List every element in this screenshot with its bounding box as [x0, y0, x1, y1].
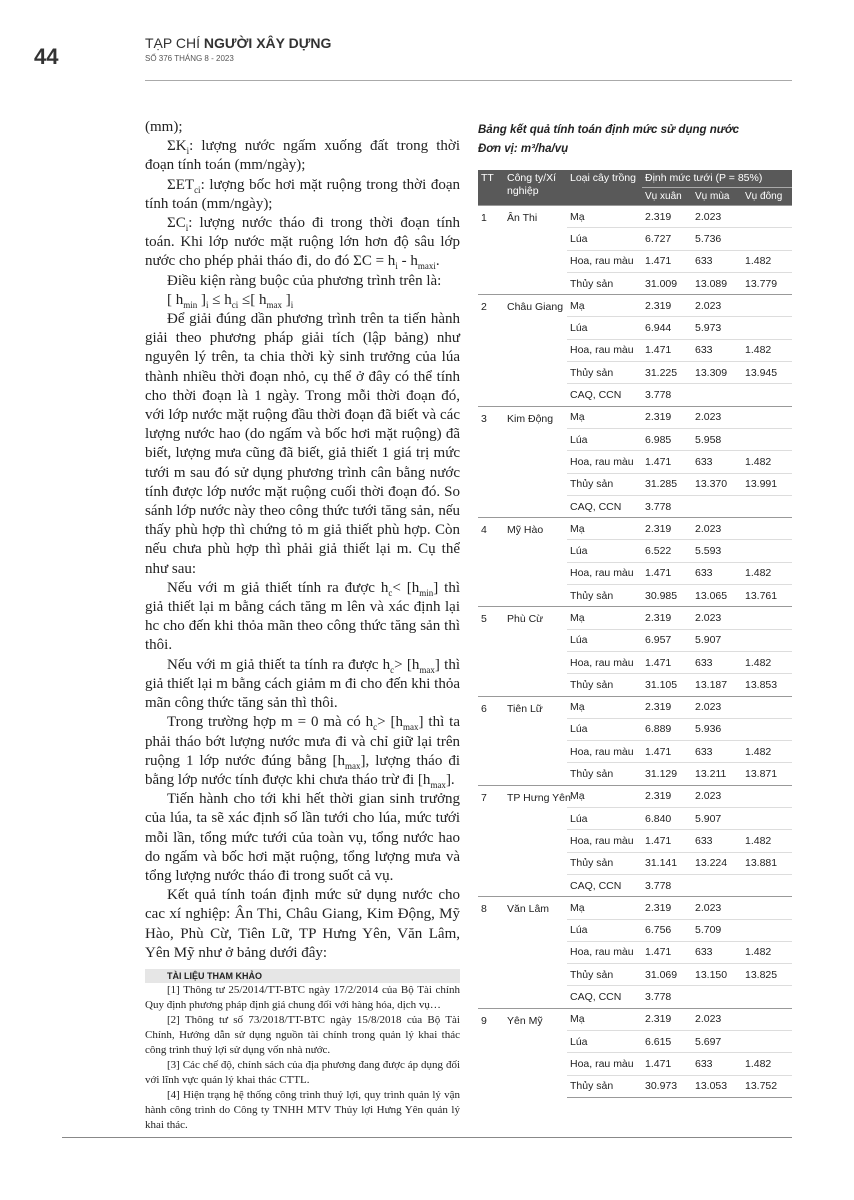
spring-value: 6.957 — [642, 629, 692, 651]
winter-value — [742, 540, 792, 562]
winter-value — [742, 919, 792, 941]
crop-type: Lúa — [567, 540, 642, 562]
paragraph: $\Sigma C_i$: lượng nước tháo đi trong thời đoạn tính toán. Khi lớp nước mặt ruộng lớn hơn độ sâu lớp nước cho phép phải tháo đi, do đó $\Sigma C = h_i - h_{maxi}$. — [145, 215, 460, 272]
table-row — [478, 295, 792, 317]
spring-value: 3.778 — [642, 384, 692, 406]
spring-value: 2.319 — [642, 295, 692, 317]
summer-value: 13.370 — [692, 473, 742, 495]
crop-type: Hoa, rau màu — [567, 451, 642, 473]
spring-value: 31.009 — [642, 272, 692, 294]
crop-type: Hoa, rau màu — [567, 250, 642, 272]
summer-value: 13.053 — [692, 1075, 742, 1097]
summer-value: 13.089 — [692, 272, 742, 294]
paragraph: Nếu với m giả thiết ta tính ra được $h_c> [h_{max}]$ thì giả thiết lại m bằng cách giảm m đi cho đến khi thỏa mãn công thức tăng sản thì thôi. — [145, 656, 460, 712]
company-name: Yên Mỹ — [504, 1008, 567, 1097]
summer-value: 5.709 — [692, 919, 742, 941]
summer-value: 13.187 — [692, 674, 742, 696]
spring-value: 6.840 — [642, 808, 692, 830]
summer-value: 633 — [692, 451, 742, 473]
summer-value: 13.309 — [692, 362, 742, 384]
summer-value: 2.023 — [692, 696, 742, 718]
winter-value — [742, 785, 792, 807]
spring-value: 6.615 — [642, 1030, 692, 1052]
table-row — [478, 406, 792, 428]
summer-value: 2.023 — [692, 897, 742, 919]
winter-value: 13.761 — [742, 585, 792, 607]
crop-type: Hoa, rau màu — [567, 941, 642, 963]
reference-item: [2] Thông tư số 73/2018/TT-BTC ngày 15/8/2018 của Bộ Tài Chính, Hướng dẫn sử dụng nguồn tài chính trong quản lý khai thác công trình thuỷ lợi sử dụng vốn nhà nước. — [145, 1013, 460, 1056]
crop-type: Lúa — [567, 808, 642, 830]
crop-type: Hoa, rau màu — [567, 562, 642, 584]
references-title: TÀI LIỆU THAM KHẢO — [145, 969, 460, 983]
summer-value: 13.065 — [692, 585, 742, 607]
crop-type: Lúa — [567, 919, 642, 941]
crop-type: Mạ — [567, 1008, 642, 1030]
spring-value: 30.985 — [642, 585, 692, 607]
header-crop: Loại cây trồng — [567, 170, 642, 206]
table-unit: Đơn vị: m³/ha/vụ — [478, 143, 569, 155]
company-name: Phù Cừ — [504, 607, 567, 696]
winter-value: 1.482 — [742, 1053, 792, 1075]
crop-type: Mạ — [567, 295, 642, 317]
summer-value: 5.936 — [692, 718, 742, 740]
winter-value — [742, 874, 792, 896]
reference-item: [3] Các chế độ, chính sách của địa phương đang được áp dụng đối với lĩnh vực quản lý khai thác CTTL. — [145, 1058, 460, 1086]
winter-value: 1.482 — [742, 339, 792, 361]
spring-value: 2.319 — [642, 406, 692, 428]
row-number: 4 — [478, 518, 504, 607]
spring-value: 31.141 — [642, 852, 692, 874]
crop-type: Mạ — [567, 206, 642, 228]
summer-value: 5.907 — [692, 808, 742, 830]
spring-value: 2.319 — [642, 518, 692, 540]
spring-value: 1.471 — [642, 741, 692, 763]
spring-value: 6.985 — [642, 428, 692, 450]
company-name: Ân Thi — [504, 206, 567, 295]
article-text-column — [145, 118, 460, 1133]
crop-type: Thủy sản — [567, 674, 642, 696]
spring-value: 3.778 — [642, 874, 692, 896]
crop-type: CAQ, CCN — [567, 986, 642, 1008]
crop-type: Thủy sản — [567, 585, 642, 607]
summer-value: 2.023 — [692, 295, 742, 317]
winter-value: 1.482 — [742, 451, 792, 473]
spring-value: 1.471 — [642, 651, 692, 673]
summer-value — [692, 384, 742, 406]
paragraph: Để giải đúng dần phương trình trên ta tiến hành giải theo phương pháp giải tích (lập bảng) như nguyên lý trên, ta chia thời kỳ sinh trưởng của lúa thành nhiều thời đoạn nhỏ, cụ thể ở đây có thể tính cho thời đoạn là 1 ngày. Trong mỗi thời đoạn đó, với lớp nước mặt ruộng đầu thời đoạn đã biết và các lượng nước hao (do ngấm và bốc hơi mặt ruộng) đã biết, lượng mưa cũng đã biết, giả thiết 1 giá trị mức tưới m sau đó sử dụng phương trình cân bằng nước tính được lớp nước mặt ruộng cuối thời đoạn đó. So sánh lớp nước này theo công thức tưới tăng sản, nếu thấy phù hợp thì chứng tỏ m giả thiết phù hợp. Còn nếu chưa phù hợp thì phải giả thiết lại m. Cụ thể như sau: — [145, 311, 460, 577]
winter-value — [742, 718, 792, 740]
paragraph: Kết quả tính toán định mức sử dụng nước cho cac xí nghiệp: Ân Thi, Châu Giang, Kim Động, Mỹ Hào, Phù Cừ, Tiên Lữ, TP Hưng Yên, Văn Lâm, Yên Mỹ như ở bảng dưới đây: — [145, 887, 460, 961]
company-name: TP Hưng Yên — [504, 785, 567, 896]
crop-type: Mạ — [567, 785, 642, 807]
crop-type: Lúa — [567, 718, 642, 740]
spring-value: 3.778 — [642, 495, 692, 517]
crop-type: Thủy sản — [567, 964, 642, 986]
summer-value: 2.023 — [692, 785, 742, 807]
winter-value: 1.482 — [742, 562, 792, 584]
row-number: 1 — [478, 206, 504, 295]
winter-value: 13.752 — [742, 1075, 792, 1097]
spring-value: 2.319 — [642, 1008, 692, 1030]
winter-value — [742, 986, 792, 1008]
company-name: Kim Động — [504, 406, 567, 517]
header-tt: TT — [478, 170, 504, 206]
spring-value: 30.973 — [642, 1075, 692, 1097]
paragraph: Tiến hành cho tới khi hết thời gian sinh trưởng của lúa, ta sẽ xác định số lần tưới cho lúa, mức tưới mỗi lần, tổng mức tưới của toàn vụ, tổng nước hao do ngấm và bốc hơi mặt ruộng, tổng lượng mưa và tổng lượng nước tháo đi trong suốt cả vụ. — [145, 791, 460, 884]
summer-value — [692, 874, 742, 896]
crop-type: Thủy sản — [567, 763, 642, 785]
summer-value: 5.593 — [692, 540, 742, 562]
winter-value: 1.482 — [742, 830, 792, 852]
table-row — [478, 897, 792, 919]
summer-value: 633 — [692, 562, 742, 584]
winter-value — [742, 206, 792, 228]
winter-value: 1.482 — [742, 941, 792, 963]
header-summer: Vụ mùa — [692, 188, 742, 206]
crop-type: Mạ — [567, 607, 642, 629]
company-name: Mỹ Hào — [504, 518, 567, 607]
header-norm: Định mức tưới (P = 85%) — [642, 170, 792, 188]
spring-value: 2.319 — [642, 206, 692, 228]
winter-value — [742, 384, 792, 406]
winter-value — [742, 808, 792, 830]
summer-value: 5.697 — [692, 1030, 742, 1052]
spring-value: 31.129 — [642, 763, 692, 785]
spring-value: 1.471 — [642, 1053, 692, 1075]
reference-item: [1] Thông tư 25/2014/TT-BTC ngày 17/2/2014 của Bộ Tài chính Quy định phương pháp định giá chung đối với hàng hóa, dịch vụ… — [145, 983, 460, 1011]
spring-value: 31.069 — [642, 964, 692, 986]
header-divider — [145, 80, 792, 81]
row-number: 3 — [478, 406, 504, 517]
crop-type: Thủy sản — [567, 272, 642, 294]
winter-value: 1.482 — [742, 250, 792, 272]
spring-value: 2.319 — [642, 897, 692, 919]
header-spring: Vụ xuân — [642, 188, 692, 206]
paragraph: $\Sigma ET_{ci}$: lượng bốc hơi mặt ruộng trong thời đoạn tính toán (mm/ngày); — [145, 176, 460, 212]
crop-type: Thủy sản — [567, 362, 642, 384]
paragraph: $\Sigma K_i$: lượng nước ngấm xuống đất trong thời đoạn tính toán (mm/ngày); — [145, 138, 460, 174]
spring-value: 6.889 — [642, 718, 692, 740]
spring-value: 1.471 — [642, 339, 692, 361]
crop-type: Lúa — [567, 428, 642, 450]
winter-value: 13.945 — [742, 362, 792, 384]
spring-value: 1.471 — [642, 451, 692, 473]
paragraph: Trong trường hợp m = 0 mà có $h_c> [h_{max}]$ thì ta phải tháo bớt lượng nước mưa đi và chỉ giữ lại trên ruộng 1 lớp nước đúng bằng $[h_{max}]$, lượng tháo đi bằng lớp nước tính được khi chưa tháo trừ đi $[h_{max}]$. — [145, 714, 461, 790]
paragraph: Nếu với m giả thiết tính ra được $h_c< [h_{min}]$ thì giả thiết lại m bằng cách tăng m lên và xác định lại hc cho đến khi thỏa mãn theo công thức tăng sản thì thôi. — [145, 579, 460, 654]
spring-value: 2.319 — [642, 785, 692, 807]
footer-divider — [62, 1137, 792, 1138]
issue-info: SỐ 376 THÁNG 8 - 2023 — [145, 54, 234, 63]
row-number: 7 — [478, 785, 504, 896]
spring-value: 3.778 — [642, 986, 692, 1008]
summer-value: 2.023 — [692, 206, 742, 228]
company-name: Văn Lâm — [504, 897, 567, 1008]
summer-value: 5.907 — [692, 629, 742, 651]
spring-value: 1.471 — [642, 250, 692, 272]
summer-value: 633 — [692, 339, 742, 361]
crop-type: Hoa, rau màu — [567, 830, 642, 852]
winter-value — [742, 317, 792, 339]
journal-title — [145, 35, 331, 51]
reference-item: [4] Hiện trạng hệ thống công trình thuỷ lợi, quy trình quản lý vận hành công trình do Công ty TNHH MTV Thủy lợi Hưng Yên quản lý khai thác. — [145, 1088, 460, 1131]
spring-value: 1.471 — [642, 562, 692, 584]
winter-value — [742, 495, 792, 517]
summer-value: 2.023 — [692, 406, 742, 428]
summer-value: 2.023 — [692, 607, 742, 629]
winter-value — [742, 629, 792, 651]
crop-type: Mạ — [567, 897, 642, 919]
summer-value: 5.973 — [692, 317, 742, 339]
summer-value: 2.023 — [692, 518, 742, 540]
row-number: 9 — [478, 1008, 504, 1097]
summer-value: 633 — [692, 1053, 742, 1075]
crop-type: CAQ, CCN — [567, 495, 642, 517]
spring-value: 2.319 — [642, 607, 692, 629]
crop-type: Lúa — [567, 629, 642, 651]
crop-type: Lúa — [567, 317, 642, 339]
winter-value: 13.825 — [742, 964, 792, 986]
row-number: 8 — [478, 897, 504, 1008]
summer-value: 633 — [692, 250, 742, 272]
journal-name: NGƯỜI XÂY DỰNG — [203, 35, 332, 51]
paragraph: Điều kiện ràng buộc của phương trình trên là: — [167, 272, 442, 289]
spring-value: 1.471 — [642, 830, 692, 852]
winter-value — [742, 1030, 792, 1052]
crop-type: CAQ, CCN — [567, 384, 642, 406]
row-number: 5 — [478, 607, 504, 696]
crop-type: Hoa, rau màu — [567, 339, 642, 361]
summer-value: 5.736 — [692, 228, 742, 250]
water-norm-table — [478, 170, 792, 1098]
winter-value: 13.853 — [742, 674, 792, 696]
company-name: Tiên Lữ — [504, 696, 567, 785]
summer-value: 633 — [692, 741, 742, 763]
crop-type: Lúa — [567, 228, 642, 250]
summer-value: 5.958 — [692, 428, 742, 450]
summer-value: 2.023 — [692, 1008, 742, 1030]
summer-value: 13.224 — [692, 852, 742, 874]
company-name: Châu Giang — [504, 295, 567, 406]
winter-value: 13.991 — [742, 473, 792, 495]
winter-value — [742, 295, 792, 317]
winter-value — [742, 518, 792, 540]
summer-value: 633 — [692, 651, 742, 673]
winter-value: 1.482 — [742, 651, 792, 673]
row-number: 2 — [478, 295, 504, 406]
winter-value — [742, 696, 792, 718]
summer-value: 13.150 — [692, 964, 742, 986]
crop-type: Hoa, rau màu — [567, 1053, 642, 1075]
spring-value: 1.471 — [642, 941, 692, 963]
table-row — [478, 607, 792, 629]
winter-value — [742, 228, 792, 250]
spring-value: 31.105 — [642, 674, 692, 696]
page-number: 44 — [34, 44, 59, 69]
winter-value — [742, 1008, 792, 1030]
summer-value: 633 — [692, 830, 742, 852]
journal-prefix: TẠP CHÍ — [145, 35, 200, 51]
spring-value: 31.285 — [642, 473, 692, 495]
table-row — [478, 696, 792, 718]
crop-type: Thủy sản — [567, 1075, 642, 1097]
row-number: 6 — [478, 696, 504, 785]
spring-value: 6.756 — [642, 919, 692, 941]
summer-value: 13.211 — [692, 763, 742, 785]
crop-type: Thủy sản — [567, 852, 642, 874]
summer-value: 633 — [692, 941, 742, 963]
spring-value: 31.225 — [642, 362, 692, 384]
crop-type: Hoa, rau màu — [567, 741, 642, 763]
crop-type: Hoa, rau màu — [567, 651, 642, 673]
spring-value: 6.944 — [642, 317, 692, 339]
winter-value — [742, 607, 792, 629]
winter-value: 13.871 — [742, 763, 792, 785]
spring-value: 6.727 — [642, 228, 692, 250]
constraint-formula: [ $h_{min}$ ]$_i \le h_{ci}$ ≤[ $h_{max}$ ]$_i$ — [167, 291, 294, 310]
spring-value: 6.522 — [642, 540, 692, 562]
table-column — [478, 121, 792, 1098]
summer-value — [692, 986, 742, 1008]
crop-type: Mạ — [567, 696, 642, 718]
paragraph: (mm); — [145, 119, 183, 135]
table-caption: Bảng kết quả tính toán định mức sử dụng nước — [478, 124, 740, 136]
winter-value — [742, 428, 792, 450]
header-winter: Vụ đông — [742, 188, 792, 206]
header-company: Công ty/Xí nghiệp — [504, 170, 567, 206]
spring-value: 2.319 — [642, 696, 692, 718]
crop-type: Thủy sản — [567, 473, 642, 495]
crop-type: Mạ — [567, 518, 642, 540]
table-row — [478, 1008, 792, 1030]
summer-value — [692, 495, 742, 517]
crop-type: Lúa — [567, 1030, 642, 1052]
winter-value: 1.482 — [742, 741, 792, 763]
winter-value: 13.779 — [742, 272, 792, 294]
crop-type: Mạ — [567, 406, 642, 428]
table-row — [478, 206, 792, 228]
winter-value: 13.881 — [742, 852, 792, 874]
winter-value — [742, 897, 792, 919]
table-row — [478, 785, 792, 807]
table-row — [478, 518, 792, 540]
references-list — [145, 983, 460, 1133]
winter-value — [742, 406, 792, 428]
crop-type: CAQ, CCN — [567, 874, 642, 896]
